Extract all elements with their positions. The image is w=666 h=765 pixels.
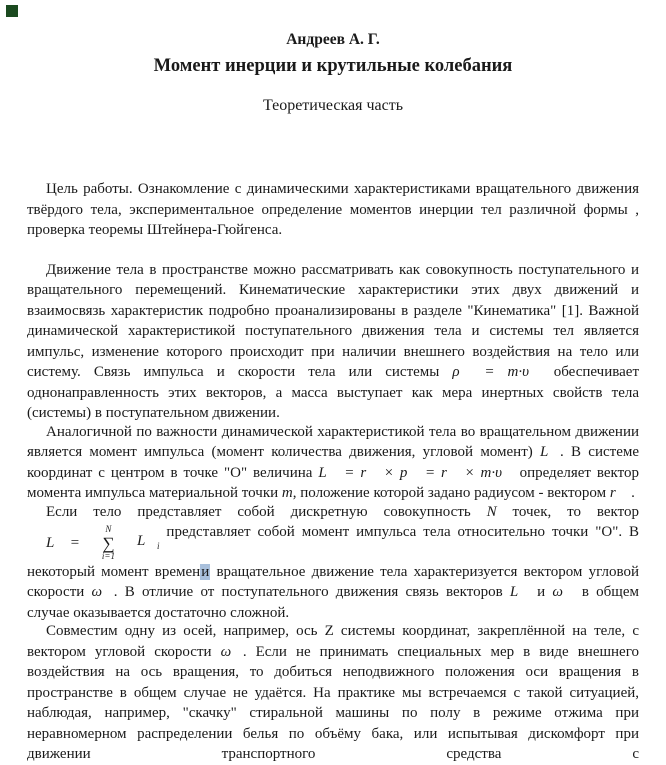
text-run: Если тело представляет собой дискретную совокупность [46, 503, 487, 520]
discrete-body-paragraph [27, 502, 639, 624]
inline-formula: m [281, 485, 293, 501]
author-line: Андреев А. Г. [286, 31, 380, 48]
text-run: вращательное движение тела характеризуется вектором угловой скорости [27, 563, 639, 601]
text-run: Аналогичной по важности динамической характеристикой тела во вращательном движении является момент импульса (момент количества движения, угловой момент) [27, 423, 639, 460]
text-run: . В системе координат с центром в точке "О" величина [27, 444, 640, 481]
inline-formula: L⃗ = r⃗ × p⃗ = r⃗ × m·υ⃗ [318, 464, 514, 481]
inline-formula: ω⃗ [220, 643, 243, 660]
text-run: обеспечивает однонаправленность этих векторов, а масса выступает как мера инертных свойств тела (системы) в поступательном движении. [27, 364, 639, 421]
inline-formula: L⃗ [509, 584, 530, 601]
sum-lower-limit: i=1 [101, 550, 115, 561]
angular-momentum-paragraph [27, 422, 639, 504]
text-run: точек, то вектор [496, 503, 639, 520]
sum-upper-limit: N [105, 523, 112, 534]
inline-formula: ω⃗ [91, 584, 114, 601]
inline-formula: ρ⃗ = m·υ⃗ [452, 364, 541, 380]
section-subtitle: Теоретическая часть [262, 97, 404, 114]
text-run: , положение которой задано радиусом - вектором [292, 485, 610, 501]
text-run: . Если не принимать специальных мер в виде внешнего воздействия на ось вращения, то добиться неподвижного положения оси вращения в пространстве в общем случае не удаётся. На практике мы встречаемся с такой ситуацией, наблюдая, например, "скачку" стиральной машины по полу в режиме отжима при неравномерном распределении белья по объёму бака, или испытывая дискомфорт при движении транспортного средства с [27, 643, 639, 763]
axis-paragraph [27, 621, 639, 765]
text-run: . [627, 485, 635, 501]
sigma-icon: ∑ [102, 533, 115, 553]
text-run: Цель работы. Ознакомление с динамическими характеристиками вращательного движения твёрдого тела, экспериментальное определение моментов инерции тел различной формы , проверка теоремы Штейнера-Гюйгенса. [27, 181, 639, 238]
document-body [27, 179, 639, 765]
goal-paragraph [27, 179, 639, 241]
inline-formula: L⃗ [540, 444, 561, 460]
text-run: представляет собой момент импульса тела относительно точки "О". В некоторый момент времен [27, 524, 639, 580]
inline-formula: N [486, 503, 497, 520]
green-square-marker [6, 5, 18, 17]
text-run: Движение тела в пространстве можно рассматривать как совокупность поступательного и вращательного перемещений. Кинематические характеристики этих двух движений и взаимосвязь характеристик подробно проанализированы в разделе "Кинематика" [1]. Важной динамической характеристикой поступательного движения тела и системы тел является импульс, изменение которого происходит при наличии внешнего воздействия на тело или систему. Связь импульса и скорости тела или системы [27, 261, 639, 380]
sum-rhs: $L⃗_i$ [136, 532, 160, 551]
text-run: Совместим одну из осей, например, ось Z системы координат, закреплённой на теле, с вектором угловой скорости [27, 623, 639, 660]
sum-formula [27, 525, 160, 562]
sum-lhs: L⃗ = [46, 535, 80, 551]
sum-stack [83, 525, 115, 562]
text-run: определяет вектор момента импульса материальной точки [27, 464, 639, 501]
text-run: в общем случае оказывается достаточно сложной. [27, 584, 639, 621]
text-run: и [529, 584, 553, 601]
highlighted-text: и [201, 563, 210, 580]
inline-formula: r⃗ [609, 485, 628, 501]
text-run: . В отличие от поступательного движения связь векторов [113, 584, 510, 601]
document-title: Момент инерции и крутильные колебания [153, 56, 513, 76]
inline-formula: ω⃗ [552, 584, 575, 601]
momentum-paragraph [27, 260, 639, 424]
